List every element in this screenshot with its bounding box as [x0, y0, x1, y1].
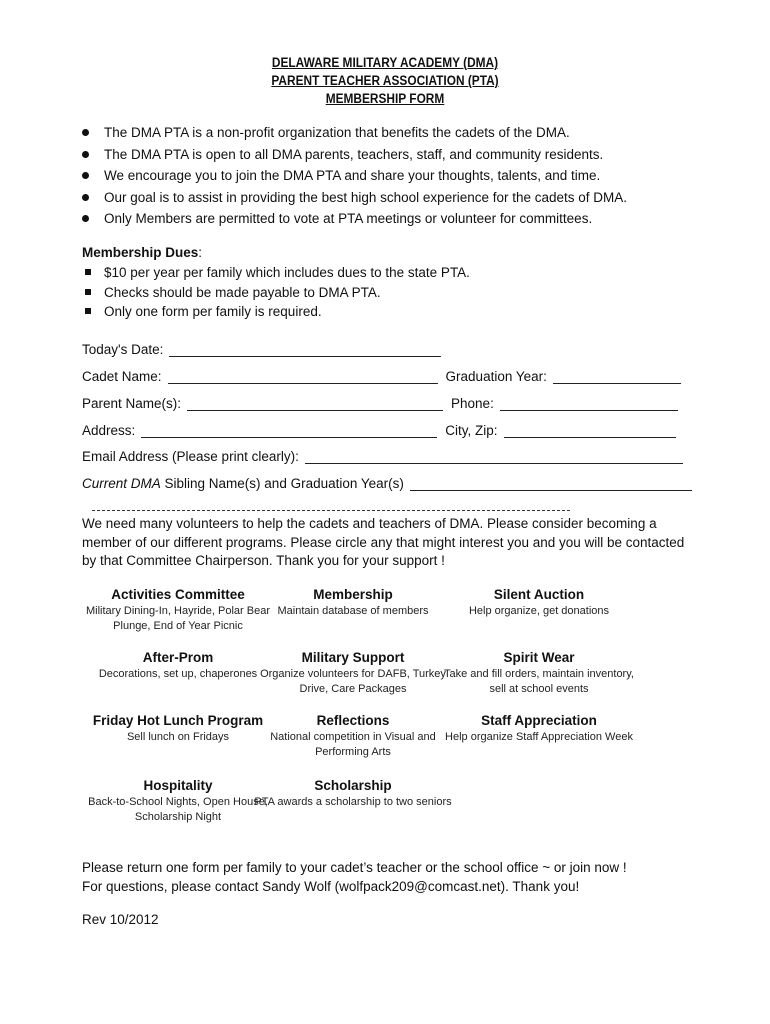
committee-title: Silent Auction	[493, 587, 585, 602]
email-row	[82, 444, 683, 464]
revision-date: Rev 10/2012	[82, 912, 159, 927]
committee-title: Hospitality	[143, 778, 213, 793]
committee-description: Back-to-School Nights, Open House, Scholarship Night	[88, 796, 268, 823]
sibling-label-rest: Sibling Name(s) and Graduation Year(s)	[160, 476, 404, 491]
committee-description: PTA awards a scholarship to two seniors	[254, 796, 452, 808]
dues-item-text: Only one form per family is required.	[104, 304, 322, 319]
committee-title: Staff Appreciation	[481, 713, 597, 728]
committee-membership[interactable]	[253, 586, 453, 619]
committee-description: Military Dining-In, Hayride, Polar Bear Plunge, End of Year Picnic	[85, 605, 270, 632]
bullet-dot-icon	[82, 129, 89, 136]
sibling-row	[82, 471, 692, 491]
info-bullet	[80, 187, 720, 209]
committee-title: Activities Committee	[111, 587, 245, 602]
committee-title: Military Support	[301, 650, 405, 665]
dues-item	[82, 263, 470, 283]
info-bullet	[80, 122, 720, 144]
committee-description: Help organize, get donations	[468, 605, 610, 617]
bullet-text: The DMA PTA is a non-profit organization that benefits the cadets of the DMA.	[104, 125, 570, 140]
committee-description: Maintain database of members	[277, 605, 429, 617]
parent-names-field[interactable]	[187, 396, 443, 411]
title-line-1: DELAWARE MILITARY ACADEMY (DMA)	[271, 55, 499, 70]
dues-item	[82, 283, 470, 303]
committee-spirit-wear[interactable]	[439, 649, 639, 697]
cadet-name-label: Cadet Name:	[82, 369, 162, 384]
committee-title: Membership	[313, 587, 393, 602]
committee-title: Spirit Wear	[503, 650, 575, 665]
phone-field[interactable]	[500, 396, 678, 411]
committee-reflections[interactable]	[253, 712, 453, 760]
bullet-text: Our goal is to assist in providing the best high school experience for the cadets of DMA.	[104, 189, 628, 205]
committee-title: Friday Hot Lunch Program	[92, 713, 264, 728]
bullet-dot-icon	[82, 151, 89, 158]
todays-date-field[interactable]	[169, 342, 441, 357]
address-field[interactable]	[141, 423, 437, 438]
bullet-dot-icon	[82, 194, 89, 201]
city-zip-field[interactable]	[504, 423, 676, 438]
committee-friday-hot-lunch[interactable]	[78, 712, 278, 745]
cadet-name-row	[82, 364, 681, 384]
graduation-year-field[interactable]	[553, 369, 681, 384]
committee-after-prom[interactable]	[78, 649, 278, 682]
bullet-dot-icon	[82, 215, 89, 222]
phone-label: Phone:	[451, 396, 494, 411]
todays-date-row	[82, 337, 441, 357]
email-field[interactable]	[305, 449, 683, 464]
committee-description: Help organize Staff Appreciation Week	[445, 731, 633, 743]
square-bullet-icon	[85, 289, 91, 295]
membership-dues-heading	[82, 245, 202, 260]
dues-item-text: Checks should be made payable to DMA PTA.	[104, 284, 381, 300]
cadet-name-field[interactable]	[168, 369, 438, 384]
membership-dues-list	[82, 263, 470, 322]
committee-hospitality[interactable]	[78, 777, 278, 825]
committee-activities[interactable]	[78, 586, 278, 634]
dashed-separator	[92, 510, 570, 511]
parent-names-label: Parent Name(s):	[82, 396, 182, 411]
bullet-text: Only Members are permitted to vote at PTA meetings or volunteer for committees.	[104, 211, 593, 226]
bullet-text: The DMA PTA is open to all DMA parents, teachers, staff, and community residents.	[104, 146, 604, 162]
committee-description: National competition in Visual and Performing Arts	[270, 731, 436, 758]
committee-description: Take and fill orders, maintain inventory, sell at school events	[444, 668, 634, 695]
sibling-label	[82, 476, 404, 491]
dues-item-text: $10 per year per family which includes dues to the state PTA.	[104, 265, 470, 280]
bullet-text: We encourage you to join the DMA PTA and share your thoughts, talents, and time.	[104, 168, 601, 183]
sibling-field[interactable]	[410, 476, 692, 491]
volunteer-intro-text: We need many volunteers to help the cadets and teachers of DMA. Please consider becoming a member of our different programs. Please circle any that might interest you and you will be contacted by that Committee Chairperson. Thank you for your support !	[82, 516, 685, 568]
info-bullet	[80, 208, 720, 230]
committee-staff-appreciation[interactable]	[439, 712, 639, 745]
committee-description: Sell lunch on Fridays	[126, 731, 230, 743]
parent-names-row	[82, 391, 678, 411]
sibling-label-italic: Current DMA	[82, 476, 161, 491]
info-bullet	[80, 144, 720, 166]
dues-heading-colon: :	[198, 245, 203, 260]
return-instructions-line-2: For questions, please contact Sandy Wolf (wolfpack209@comcast.net). Thank you!	[82, 879, 580, 894]
dues-heading-text: Membership Dues	[82, 245, 199, 260]
address-label: Address:	[82, 423, 136, 438]
committee-military-support[interactable]	[253, 649, 453, 697]
committee-title: After-Prom	[142, 650, 214, 665]
committee-scholarship[interactable]	[253, 777, 453, 810]
committee-description: Decorations, set up, chaperones	[98, 668, 258, 680]
committee-title: Scholarship	[314, 778, 392, 793]
info-bullet	[80, 165, 720, 187]
dues-item	[82, 302, 470, 322]
form-title	[0, 54, 770, 108]
title-line-3: MEMBERSHIP FORM	[325, 91, 445, 106]
square-bullet-icon	[85, 269, 91, 275]
pta-info-bullets	[80, 122, 720, 230]
committee-description: Organize volunteers for DAFB, Turkey Drive, Care Packages	[260, 668, 446, 695]
graduation-year-label: Graduation Year:	[445, 369, 547, 384]
title-line-2: PARENT TEACHER ASSOCIATION (PTA)	[271, 73, 499, 88]
committee-silent-auction[interactable]	[439, 586, 639, 619]
address-row	[82, 418, 676, 438]
committee-title: Reflections	[316, 713, 390, 728]
todays-date-label: Today's Date:	[82, 342, 164, 357]
return-instructions-line-1: Please return one form per family to your cadet’s teacher or the school office ~ or join now !	[82, 860, 627, 875]
email-label: Email Address (Please print clearly):	[82, 449, 299, 464]
city-zip-label: City, Zip:	[445, 423, 498, 438]
return-instructions	[82, 858, 692, 896]
bullet-dot-icon	[82, 172, 89, 179]
square-bullet-icon	[85, 308, 91, 314]
